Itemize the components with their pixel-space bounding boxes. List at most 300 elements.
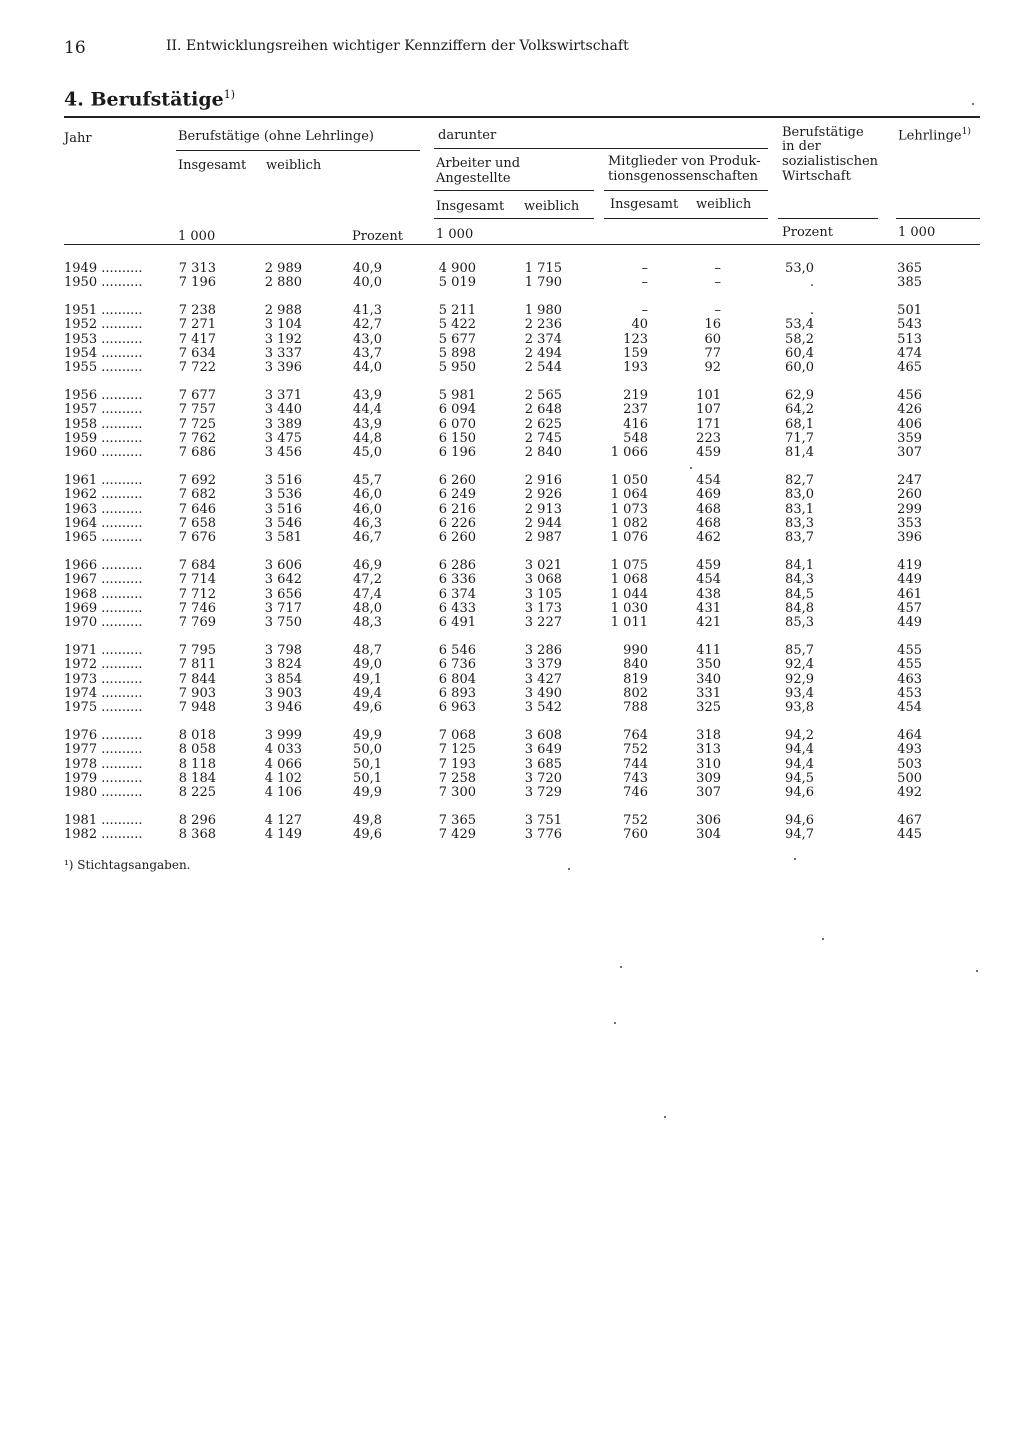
- header-soz-line3: sozialistischen: [782, 154, 879, 169]
- cell-mitglieder-insgesamt: 760: [623, 827, 648, 843]
- cell-mitglieder-weiblich: 454: [696, 572, 721, 588]
- cell-mitglieder-insgesamt: 237: [623, 402, 648, 418]
- cell-weiblich: 4 127: [264, 813, 302, 829]
- cell-lehrlinge: 365: [897, 261, 922, 276]
- cell-insgesamt: 7 948: [178, 700, 216, 716]
- cell-soz-prozent: 84,8: [785, 601, 814, 616]
- cell-soz-prozent: 94,6: [785, 813, 814, 829]
- cell-insgesamt: 7 692: [178, 473, 216, 489]
- cell-weiblich: 3 824: [264, 657, 302, 673]
- cell-weiblich: 3 798: [264, 643, 302, 659]
- cell-arbeiter-weiblich: 2 926: [524, 487, 562, 503]
- cell-mitglieder-weiblich: –: [714, 261, 721, 276]
- cell-arbeiter-insgesamt: 7 258: [438, 771, 476, 786]
- cell-mitglieder-weiblich: 307: [696, 785, 721, 801]
- row-year: 1964 ..........: [64, 516, 143, 531]
- cell-arbeiter-insgesamt: 5 211: [438, 303, 476, 319]
- unit-prozent-soz: Prozent: [782, 225, 833, 240]
- cell-lehrlinge: 299: [897, 501, 922, 517]
- cell-weiblich: 3 516: [264, 473, 302, 489]
- cell-insgesamt: 7 762: [178, 431, 216, 446]
- rule-mitglieder: [604, 190, 768, 191]
- cell-mitglieder-insgesamt: –: [641, 275, 648, 291]
- cell-soz-prozent: 83,1: [785, 501, 814, 517]
- row-year: 1968 ..........: [64, 586, 143, 602]
- running-header: II. Entwicklungsreihen wichtiger Kennziffern der Volkswirtschaft: [166, 38, 629, 54]
- cell-prozent: 49,9: [353, 728, 382, 744]
- row-year: 1970 ..........: [64, 615, 143, 631]
- cell-arbeiter-insgesamt: 6 374: [438, 586, 476, 602]
- cell-mitglieder-weiblich: 325: [696, 700, 721, 716]
- cell-lehrlinge: 456: [897, 388, 922, 404]
- cell-insgesamt: 7 676: [178, 530, 216, 546]
- cell-mitglieder-insgesamt: 1 073: [610, 501, 648, 517]
- row-year: 1958 ..........: [64, 416, 143, 432]
- rule-insgesamt-arbeiter: [434, 218, 594, 219]
- cell-prozent: 43,7: [353, 346, 382, 361]
- cell-arbeiter-insgesamt: 6 546: [438, 643, 476, 659]
- header-lehrlinge-mark: 1): [961, 127, 971, 137]
- cell-insgesamt: 7 746: [178, 601, 216, 616]
- cell-arbeiter-insgesamt: 6 804: [438, 671, 476, 687]
- cell-lehrlinge: 464: [897, 728, 922, 744]
- cell-weiblich: 3 192: [264, 331, 302, 347]
- table-title: [64, 88, 235, 110]
- cell-lehrlinge: 500: [897, 771, 922, 786]
- row-year: 1973 ..........: [64, 671, 143, 687]
- cell-weiblich: 4 102: [264, 771, 302, 786]
- cell-arbeiter-insgesamt: 6 196: [438, 445, 476, 461]
- cell-arbeiter-insgesamt: 6 150: [438, 431, 476, 446]
- cell-arbeiter-weiblich: 2 625: [524, 416, 562, 432]
- cell-weiblich: 3 999: [264, 728, 302, 744]
- cell-arbeiter-weiblich: 3 776: [524, 827, 562, 843]
- cell-weiblich: 3 581: [264, 530, 302, 546]
- cell-mitglieder-weiblich: –: [714, 275, 721, 291]
- cell-mitglieder-insgesamt: 193: [623, 360, 648, 376]
- cell-soz-prozent: 93,4: [785, 686, 814, 701]
- header-darunter: darunter: [438, 128, 497, 143]
- row-year: 1961 ..........: [64, 473, 143, 489]
- scan-speck: [972, 103, 974, 105]
- row-year: 1952 ..........: [64, 317, 143, 333]
- cell-mitglieder-weiblich: 350: [696, 657, 721, 673]
- header-weiblich-mitglieder: weiblich: [696, 197, 752, 212]
- cell-weiblich: 3 656: [264, 586, 302, 602]
- cell-prozent: 49,4: [353, 686, 382, 701]
- cell-mitglieder-insgesamt: 802: [623, 686, 648, 701]
- cell-insgesamt: 7 677: [178, 388, 216, 404]
- cell-prozent: 44,4: [353, 402, 382, 418]
- cell-arbeiter-weiblich: 2 840: [524, 445, 562, 461]
- cell-arbeiter-insgesamt: 6 260: [438, 530, 476, 546]
- cell-arbeiter-weiblich: 3 720: [524, 771, 562, 786]
- cell-lehrlinge: 465: [897, 360, 922, 376]
- cell-mitglieder-insgesamt: 1 068: [610, 572, 648, 588]
- cell-soz-prozent: 64,2: [785, 402, 814, 418]
- cell-mitglieder-weiblich: 462: [696, 530, 721, 546]
- header-arbeiter-line2: Angestellte: [436, 171, 511, 186]
- header-arbeiter-line1: Arbeiter und: [436, 156, 521, 171]
- cell-insgesamt: 7 714: [178, 572, 216, 588]
- cell-weiblich: 3 389: [264, 416, 302, 432]
- row-year: 1980 ..........: [64, 785, 143, 801]
- cell-lehrlinge: 503: [897, 756, 922, 772]
- cell-prozent: 47,2: [353, 572, 382, 588]
- scan-speck: [614, 1022, 616, 1024]
- header-soz-line4: Wirtschaft: [782, 169, 851, 184]
- cell-arbeiter-weiblich: 3 729: [524, 785, 562, 801]
- cell-arbeiter-insgesamt: 6 893: [438, 686, 476, 701]
- cell-mitglieder-weiblich: 431: [696, 601, 721, 616]
- cell-prozent: 49,6: [353, 827, 382, 843]
- cell-lehrlinge: 449: [897, 615, 922, 631]
- cell-soz-prozent: 84,5: [785, 586, 814, 602]
- cell-insgesamt: 8 368: [178, 827, 216, 843]
- cell-soz-prozent: 82,7: [785, 473, 814, 489]
- cell-soz-prozent: 60,0: [785, 360, 814, 376]
- row-year: 1955 ..........: [64, 360, 143, 376]
- row-year: 1965 ..........: [64, 530, 143, 546]
- cell-mitglieder-insgesamt: 40: [631, 317, 648, 333]
- cell-mitglieder-insgesamt: 1 050: [610, 473, 648, 489]
- cell-mitglieder-weiblich: 331: [696, 686, 721, 701]
- cell-insgesamt: 7 417: [178, 331, 216, 347]
- cell-weiblich: 3 854: [264, 671, 302, 687]
- unit-1000-berufstaetige: 1 000: [178, 229, 216, 244]
- cell-mitglieder-weiblich: 421: [696, 615, 721, 631]
- cell-lehrlinge: 467: [897, 813, 922, 829]
- cell-lehrlinge: 455: [897, 643, 922, 659]
- cell-soz-prozent: 53,0: [785, 261, 814, 276]
- row-year: 1978 ..........: [64, 756, 143, 772]
- cell-arbeiter-weiblich: 1 790: [524, 275, 562, 291]
- cell-arbeiter-weiblich: 3 068: [524, 572, 562, 588]
- cell-arbeiter-weiblich: 2 913: [524, 501, 562, 517]
- rule-darunter: [434, 148, 768, 149]
- cell-prozent: 48,7: [353, 643, 382, 659]
- cell-mitglieder-weiblich: 438: [696, 586, 721, 602]
- cell-prozent: 50,1: [353, 756, 382, 772]
- cell-mitglieder-weiblich: 77: [704, 346, 721, 361]
- scan-speck: [794, 858, 796, 860]
- cell-insgesamt: 7 238: [178, 303, 216, 319]
- cell-mitglieder-insgesamt: 752: [623, 742, 648, 758]
- header-soz-line2: in der: [782, 139, 821, 154]
- header-insgesamt-mitglieder: Insgesamt: [610, 197, 679, 212]
- cell-insgesamt: 7 646: [178, 501, 216, 517]
- cell-lehrlinge: 461: [897, 586, 922, 602]
- cell-soz-prozent: 94,2: [785, 728, 814, 744]
- cell-soz-prozent: 94,6: [785, 785, 814, 801]
- scan-speck: [976, 970, 978, 972]
- cell-prozent: 44,8: [353, 431, 382, 446]
- rule-insgesamt-mitglieder: [604, 218, 768, 219]
- cell-weiblich: 2 988: [264, 303, 302, 319]
- cell-arbeiter-weiblich: 2 565: [524, 388, 562, 404]
- header-insgesamt: Insgesamt: [178, 158, 247, 173]
- cell-lehrlinge: 455: [897, 657, 922, 673]
- cell-mitglieder-weiblich: 318: [696, 728, 721, 744]
- cell-arbeiter-insgesamt: 6 094: [438, 402, 476, 418]
- cell-prozent: 46,0: [353, 501, 382, 517]
- cell-soz-prozent: 71,7: [785, 431, 814, 446]
- row-year: 1981 ..........: [64, 813, 143, 829]
- cell-mitglieder-insgesamt: 548: [623, 431, 648, 446]
- cell-mitglieder-insgesamt: 1 011: [610, 615, 648, 631]
- cell-prozent: 40,0: [353, 275, 382, 291]
- scan-speck: [664, 1116, 666, 1118]
- cell-weiblich: 4 033: [264, 742, 302, 758]
- cell-arbeiter-weiblich: 3 379: [524, 657, 562, 673]
- cell-prozent: 49,1: [353, 671, 382, 687]
- cell-mitglieder-insgesamt: 840: [623, 657, 648, 673]
- row-year: 1963 ..........: [64, 501, 143, 517]
- cell-weiblich: 3 104: [264, 317, 302, 333]
- cell-weiblich: 3 717: [264, 601, 302, 616]
- cell-arbeiter-weiblich: 2 944: [524, 516, 562, 531]
- cell-weiblich: 3 456: [264, 445, 302, 461]
- row-year: 1967 ..........: [64, 572, 143, 588]
- cell-arbeiter-insgesamt: 6 260: [438, 473, 476, 489]
- cell-arbeiter-insgesamt: 5 422: [438, 317, 476, 333]
- cell-soz-prozent: 62,9: [785, 388, 814, 404]
- cell-arbeiter-insgesamt: 6 736: [438, 657, 476, 673]
- cell-arbeiter-weiblich: 2 987: [524, 530, 562, 546]
- cell-prozent: 48,0: [353, 601, 382, 616]
- header-soz-line1: Berufstätige: [782, 125, 864, 140]
- row-year: 1960 ..........: [64, 445, 143, 461]
- header-lehrlinge: [898, 125, 971, 143]
- cell-mitglieder-insgesamt: 1 044: [610, 586, 648, 602]
- cell-mitglieder-insgesamt: 752: [623, 813, 648, 829]
- cell-mitglieder-insgesamt: 746: [623, 785, 648, 801]
- cell-prozent: 46,7: [353, 530, 382, 546]
- cell-prozent: 50,0: [353, 742, 382, 758]
- cell-mitglieder-insgesamt: 1 075: [610, 558, 648, 574]
- cell-lehrlinge: 396: [897, 530, 922, 546]
- cell-mitglieder-insgesamt: 1 082: [610, 516, 648, 531]
- cell-lehrlinge: 474: [897, 346, 922, 361]
- cell-soz-prozent: 83,3: [785, 516, 814, 531]
- cell-weiblich: 4 149: [264, 827, 302, 843]
- row-year: 1956 ..........: [64, 388, 143, 404]
- cell-weiblich: 3 903: [264, 686, 302, 701]
- cell-mitglieder-insgesamt: 743: [623, 771, 648, 786]
- cell-weiblich: 3 536: [264, 487, 302, 503]
- cell-arbeiter-weiblich: 3 490: [524, 686, 562, 701]
- page-number: 16: [64, 38, 86, 58]
- cell-lehrlinge: 426: [897, 402, 922, 418]
- header-lehrlinge-text: Lehrlinge: [898, 128, 962, 144]
- cell-mitglieder-insgesamt: 1 076: [610, 530, 648, 546]
- cell-mitglieder-weiblich: 468: [696, 516, 721, 531]
- cell-arbeiter-weiblich: 3 427: [524, 671, 562, 687]
- cell-arbeiter-insgesamt: 6 433: [438, 601, 476, 616]
- cell-lehrlinge: 385: [897, 275, 922, 291]
- unit-prozent: Prozent: [352, 229, 403, 244]
- cell-mitglieder-weiblich: 454: [696, 473, 721, 489]
- cell-insgesamt: 7 196: [178, 275, 216, 291]
- cell-soz-prozent: 68,1: [785, 416, 814, 432]
- cell-mitglieder-weiblich: 310: [696, 756, 721, 772]
- cell-lehrlinge: 457: [897, 601, 922, 616]
- cell-insgesamt: 7 811: [178, 657, 216, 673]
- cell-insgesamt: 7 725: [178, 416, 216, 432]
- cell-soz-prozent: 85,7: [785, 643, 814, 659]
- cell-weiblich: 3 546: [264, 516, 302, 531]
- row-year: 1969 ..........: [64, 601, 143, 616]
- cell-lehrlinge: 513: [897, 331, 922, 347]
- cell-arbeiter-weiblich: 2 494: [524, 346, 562, 361]
- cell-arbeiter-weiblich: 2 236: [524, 317, 562, 333]
- cell-arbeiter-insgesamt: 6 249: [438, 487, 476, 503]
- header-berufstaetige: Berufstätige (ohne Lehrlinge): [178, 129, 374, 144]
- cell-arbeiter-insgesamt: 7 068: [438, 728, 476, 744]
- cell-soz-prozent: .: [809, 303, 814, 319]
- cell-mitglieder-insgesamt: 1 064: [610, 487, 648, 503]
- cell-arbeiter-weiblich: 2 544: [524, 360, 562, 376]
- cell-arbeiter-insgesamt: 6 336: [438, 572, 476, 588]
- cell-insgesamt: 8 118: [178, 756, 216, 772]
- row-year: 1976 ..........: [64, 728, 143, 744]
- cell-mitglieder-weiblich: 60: [704, 331, 721, 347]
- scan-speck: [690, 467, 692, 469]
- cell-lehrlinge: 493: [897, 742, 922, 758]
- cell-arbeiter-insgesamt: 5 677: [438, 331, 476, 347]
- cell-lehrlinge: 463: [897, 671, 922, 687]
- cell-arbeiter-weiblich: 1 715: [524, 261, 562, 276]
- table-title-text: 4. Berufstätige: [64, 88, 224, 111]
- cell-insgesamt: 7 903: [178, 686, 216, 701]
- rule-berufstaetige: [176, 150, 420, 151]
- cell-arbeiter-insgesamt: 6 286: [438, 558, 476, 574]
- cell-arbeiter-insgesamt: 7 365: [438, 813, 476, 829]
- cell-arbeiter-insgesamt: 6 070: [438, 416, 476, 432]
- cell-arbeiter-weiblich: 3 649: [524, 742, 562, 758]
- cell-weiblich: 3 516: [264, 501, 302, 517]
- cell-mitglieder-weiblich: 340: [696, 671, 721, 687]
- cell-mitglieder-weiblich: 107: [696, 402, 721, 418]
- row-year: 1950 ..........: [64, 275, 143, 291]
- scan-speck: [620, 966, 622, 968]
- cell-insgesamt: 7 634: [178, 346, 216, 361]
- cell-arbeiter-insgesamt: 7 193: [438, 756, 476, 772]
- cell-arbeiter-insgesamt: 7 125: [438, 742, 476, 758]
- cell-mitglieder-weiblich: 411: [696, 643, 721, 659]
- cell-prozent: 42,7: [353, 317, 382, 333]
- cell-prozent: 43,0: [353, 331, 382, 347]
- cell-lehrlinge: 449: [897, 572, 922, 588]
- cell-lehrlinge: 419: [897, 558, 922, 574]
- cell-mitglieder-weiblich: 309: [696, 771, 721, 786]
- cell-arbeiter-insgesamt: 5 898: [438, 346, 476, 361]
- cell-prozent: 46,0: [353, 487, 382, 503]
- row-year: 1971 ..........: [64, 643, 143, 659]
- cell-mitglieder-insgesamt: 159: [623, 346, 648, 361]
- cell-arbeiter-weiblich: 3 286: [524, 643, 562, 659]
- cell-lehrlinge: 359: [897, 431, 922, 446]
- cell-mitglieder-insgesamt: 744: [623, 756, 648, 772]
- cell-lehrlinge: 353: [897, 516, 922, 531]
- cell-arbeiter-weiblich: 3 021: [524, 558, 562, 574]
- row-year: 1972 ..........: [64, 657, 143, 673]
- cell-insgesamt: 8 225: [178, 785, 216, 801]
- cell-prozent: 49,8: [353, 813, 382, 829]
- cell-weiblich: 3 750: [264, 615, 302, 631]
- cell-arbeiter-insgesamt: 6 216: [438, 501, 476, 517]
- cell-lehrlinge: 260: [897, 487, 922, 503]
- cell-mitglieder-weiblich: 313: [696, 742, 721, 758]
- row-year: 1977 ..........: [64, 742, 143, 758]
- header-weiblich: weiblich: [266, 158, 322, 173]
- cell-arbeiter-weiblich: 3 105: [524, 586, 562, 602]
- cell-soz-prozent: 84,1: [785, 558, 814, 574]
- header-bottom-rule: [64, 244, 980, 245]
- cell-weiblich: 3 396: [264, 360, 302, 376]
- cell-soz-prozent: 85,3: [785, 615, 814, 631]
- cell-insgesamt: 7 686: [178, 445, 216, 461]
- cell-mitglieder-insgesamt: 819: [623, 671, 648, 687]
- cell-lehrlinge: 247: [897, 473, 922, 489]
- cell-prozent: 49,0: [353, 657, 382, 673]
- cell-prozent: 41,3: [353, 303, 382, 319]
- cell-mitglieder-weiblich: 304: [696, 827, 721, 843]
- cell-arbeiter-insgesamt: 6 963: [438, 700, 476, 716]
- unit-1000-lehrlinge: 1 000: [898, 225, 936, 240]
- row-year: 1954 ..........: [64, 346, 143, 361]
- cell-prozent: 46,9: [353, 558, 382, 574]
- cell-arbeiter-insgesamt: 7 429: [438, 827, 476, 843]
- cell-arbeiter-weiblich: 2 745: [524, 431, 562, 446]
- cell-soz-prozent: 94,7: [785, 827, 814, 843]
- cell-lehrlinge: 453: [897, 686, 922, 701]
- row-year: 1951 ..........: [64, 303, 143, 319]
- cell-prozent: 43,9: [353, 388, 382, 404]
- rule-arbeiter: [434, 190, 594, 191]
- cell-mitglieder-insgesamt: 764: [623, 728, 648, 744]
- row-year: 1949 ..........: [64, 261, 143, 276]
- cell-lehrlinge: 492: [897, 785, 922, 801]
- cell-weiblich: 3 606: [264, 558, 302, 574]
- cell-soz-prozent: 92,4: [785, 657, 814, 673]
- cell-mitglieder-insgesamt: 990: [623, 643, 648, 659]
- unit-1000-darunter: 1 000: [436, 227, 474, 242]
- cell-arbeiter-insgesamt: 7 300: [438, 785, 476, 801]
- cell-insgesamt: 8 296: [178, 813, 216, 829]
- cell-lehrlinge: 445: [897, 827, 922, 843]
- cell-mitglieder-weiblich: 459: [696, 558, 721, 574]
- cell-arbeiter-insgesamt: 5 019: [438, 275, 476, 291]
- header-mitglieder-line1: Mitglieder von Produk-: [608, 154, 761, 169]
- cell-insgesamt: 8 018: [178, 728, 216, 744]
- cell-mitglieder-insgesamt: –: [641, 261, 648, 276]
- cell-weiblich: 3 642: [264, 572, 302, 588]
- cell-mitglieder-weiblich: 223: [696, 431, 721, 446]
- cell-soz-prozent: 93,8: [785, 700, 814, 716]
- top-rule: [64, 116, 980, 118]
- rule-lehrlinge: [896, 218, 980, 219]
- row-year: 1966 ..........: [64, 558, 143, 574]
- cell-weiblich: 3 946: [264, 700, 302, 716]
- cell-mitglieder-insgesamt: –: [641, 303, 648, 319]
- cell-mitglieder-insgesamt: 1 030: [610, 601, 648, 616]
- cell-soz-prozent: 60,4: [785, 346, 814, 361]
- cell-weiblich: 2 989: [264, 261, 302, 276]
- cell-soz-prozent: 83,7: [785, 530, 814, 546]
- header-mitglieder-line2: tionsgenossenschaften: [608, 169, 759, 184]
- cell-weiblich: 3 337: [264, 346, 302, 361]
